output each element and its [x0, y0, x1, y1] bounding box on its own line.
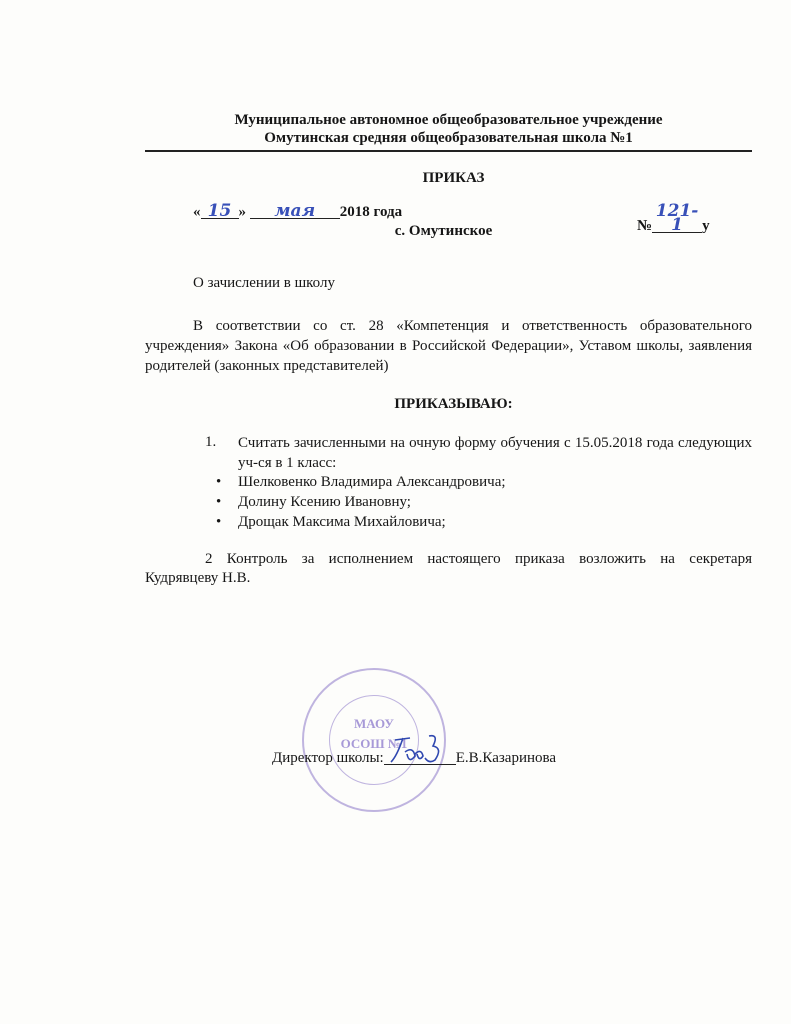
- quote: «: [193, 204, 201, 220]
- student-item: • Дрощак Максима Михайловича;: [238, 512, 506, 532]
- header-line1: Муниципальное автономное общеобразовательное учреждение: [234, 112, 663, 128]
- student-list: [238, 472, 506, 532]
- stamp-line2: ОСОШ №1: [340, 736, 408, 751]
- item2-line2: Кудрявцеву Н.В.: [145, 570, 251, 586]
- preamble: В соответствии со ст. 28 «Компетенция и ответственность образовательного учреждения» Закона «Об образовании в Российской Федерации», Уставом школы, заявления родителей (законных представителей): [145, 318, 752, 374]
- number-suffix: у: [702, 218, 710, 234]
- item2: [145, 550, 752, 588]
- item1-number: 1.: [205, 434, 217, 450]
- header-divider: [145, 150, 752, 152]
- item1-text: Считать зачисленными на очную форму обучения с 15.05.2018 года следующих уч-ся в 1 класс:: [238, 435, 752, 471]
- date-month: мая: [250, 204, 340, 219]
- student-item: • Шелковенко Владимира Александровича;: [238, 472, 506, 492]
- date-line: [193, 201, 403, 221]
- subject: О зачислении в школу: [193, 275, 335, 291]
- date-year: 2018 года: [339, 204, 403, 220]
- student-item: • Долину Ксению Ивановну;: [238, 492, 506, 512]
- handwritten-signature-icon: [385, 728, 455, 768]
- header-line2: Омутинская средняя общеобразовательная школа №1: [264, 130, 633, 146]
- date-day: 15: [201, 204, 239, 219]
- document-title: ПРИКАЗ: [422, 170, 485, 186]
- number-value: 121-1: [652, 204, 702, 233]
- number-prefix: №: [637, 218, 653, 234]
- place: с. Омутинское: [394, 223, 493, 239]
- order-word: ПРИКАЗЫВАЮ:: [394, 396, 513, 412]
- quote: »: [238, 204, 246, 220]
- signature-name: Е.В.Казаринова: [455, 750, 557, 766]
- signature-label: Директор школы:: [272, 750, 384, 766]
- item2-line1: 2 Контроль за исполнением настоящего приказа возложить на секретаря: [205, 551, 752, 567]
- stamp-line1: МАОУ: [354, 716, 394, 731]
